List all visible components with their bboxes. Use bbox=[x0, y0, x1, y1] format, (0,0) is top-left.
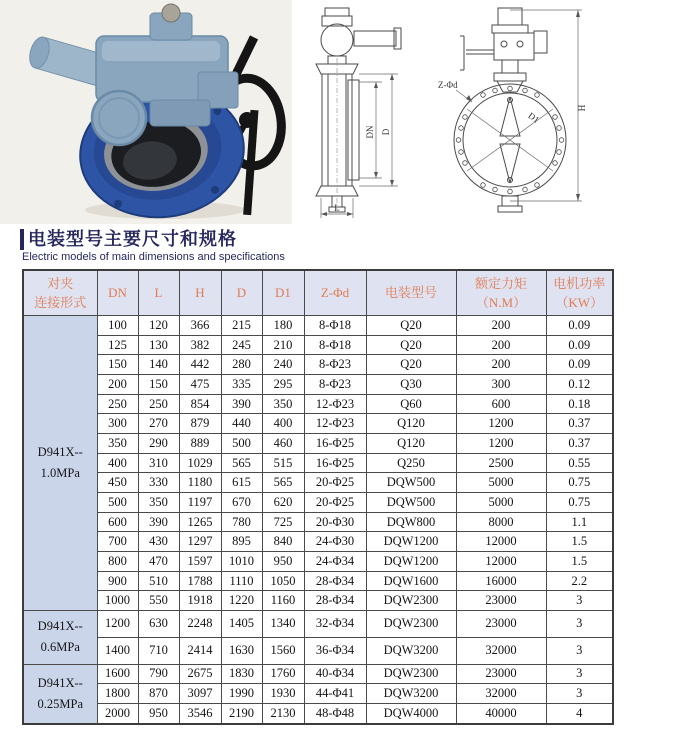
cell-z-phid: 16-Φ25 bbox=[304, 453, 366, 473]
cell-power: 0.18 bbox=[546, 394, 613, 414]
col-header-h: H bbox=[179, 270, 221, 316]
cell-d1: 1560 bbox=[262, 637, 304, 664]
col-header-d: D bbox=[221, 270, 262, 316]
col-header-clamp: 对夹 连接形式 bbox=[23, 270, 97, 316]
drawing-front-view bbox=[420, 0, 605, 224]
cell-z-phid: 8-Φ18 bbox=[304, 316, 366, 336]
table-row bbox=[23, 414, 613, 434]
table-row bbox=[23, 611, 613, 638]
table-row bbox=[23, 473, 613, 493]
cell-d: 1405 bbox=[221, 611, 262, 638]
col-header-d1: D1 bbox=[262, 270, 304, 316]
col-header-l: L bbox=[138, 270, 179, 316]
cell-h: 366 bbox=[179, 316, 221, 336]
cell-l: 140 bbox=[138, 355, 179, 375]
cell-d1: 2130 bbox=[262, 703, 304, 724]
cell-d1: 350 bbox=[262, 394, 304, 414]
cell-h: 2414 bbox=[179, 637, 221, 664]
cell-dn: 1600 bbox=[97, 664, 138, 684]
cell-z-phid: 48-Φ48 bbox=[304, 703, 366, 724]
cell-dn: 450 bbox=[97, 473, 138, 493]
col-header-model: 电装型号 bbox=[366, 270, 456, 316]
cell-l: 250 bbox=[138, 394, 179, 414]
cell-d: 895 bbox=[221, 532, 262, 552]
cell-h: 889 bbox=[179, 434, 221, 454]
dim-label-d: D bbox=[381, 128, 391, 136]
cell-dn: 800 bbox=[97, 552, 138, 572]
cell-power: 3 bbox=[546, 664, 613, 684]
cell-power: 4 bbox=[546, 703, 613, 724]
col-header-dn: DN bbox=[97, 270, 138, 316]
cell-power: 1.5 bbox=[546, 552, 613, 572]
cell-dn: 200 bbox=[97, 375, 138, 395]
cell-z-phid: 16-Φ25 bbox=[304, 434, 366, 454]
cell-dn: 150 bbox=[97, 355, 138, 375]
cell-model: Q30 bbox=[366, 375, 456, 395]
dim-label-l: L bbox=[334, 203, 340, 213]
cell-h: 3546 bbox=[179, 703, 221, 724]
cell-d1: 210 bbox=[262, 335, 304, 355]
table-row bbox=[23, 355, 613, 375]
cell-d: 1990 bbox=[221, 684, 262, 704]
cell-torque: 8000 bbox=[456, 512, 546, 532]
cell-power: 1.5 bbox=[546, 532, 613, 552]
cell-torque: 200 bbox=[456, 355, 546, 375]
cell-d: 1830 bbox=[221, 664, 262, 684]
cell-power: 3 bbox=[546, 637, 613, 664]
cell-l: 350 bbox=[138, 493, 179, 513]
cell-power: 3 bbox=[546, 684, 613, 704]
table-row bbox=[23, 637, 613, 664]
table-row bbox=[23, 664, 613, 684]
col-header-z-phid: Z-Φd bbox=[304, 270, 366, 316]
cell-l: 430 bbox=[138, 532, 179, 552]
cell-d1: 950 bbox=[262, 552, 304, 572]
cell-torque: 16000 bbox=[456, 571, 546, 591]
table-row bbox=[23, 512, 613, 532]
cell-d: 615 bbox=[221, 473, 262, 493]
cell-dn: 1400 bbox=[97, 637, 138, 664]
cell-h: 3097 bbox=[179, 684, 221, 704]
table-row bbox=[23, 493, 613, 513]
cell-h: 1197 bbox=[179, 493, 221, 513]
page-title: 电装型号主要尺寸和规格 bbox=[20, 229, 237, 250]
cell-torque: 5000 bbox=[456, 473, 546, 493]
product-visuals bbox=[0, 0, 681, 224]
table-row bbox=[23, 591, 613, 611]
cell-h: 2675 bbox=[179, 664, 221, 684]
table-row bbox=[23, 394, 613, 414]
cell-z-phid: 40-Φ34 bbox=[304, 664, 366, 684]
cell-z-phid: 20-Φ25 bbox=[304, 493, 366, 513]
table-row bbox=[23, 571, 613, 591]
cell-d: 215 bbox=[221, 316, 262, 336]
cell-dn: 100 bbox=[97, 316, 138, 336]
cell-dn: 125 bbox=[97, 335, 138, 355]
cell-d: 1630 bbox=[221, 637, 262, 664]
cell-z-phid: 28-Φ34 bbox=[304, 591, 366, 611]
cell-d: 2190 bbox=[221, 703, 262, 724]
cell-l: 270 bbox=[138, 414, 179, 434]
cell-power: 0.75 bbox=[546, 473, 613, 493]
cell-dn: 2000 bbox=[97, 703, 138, 724]
cell-model: DQW500 bbox=[366, 473, 456, 493]
table-row bbox=[23, 335, 613, 355]
cell-d: 500 bbox=[221, 434, 262, 454]
cell-power: 0.37 bbox=[546, 434, 613, 454]
cell-power: 0.37 bbox=[546, 414, 613, 434]
cell-h: 2248 bbox=[179, 611, 221, 638]
spec-table bbox=[22, 269, 614, 725]
cell-l: 120 bbox=[138, 316, 179, 336]
cell-power: 3 bbox=[546, 591, 613, 611]
cell-d: 335 bbox=[221, 375, 262, 395]
cell-model: DQW4000 bbox=[366, 703, 456, 724]
cell-power: 0.09 bbox=[546, 316, 613, 336]
cell-l: 950 bbox=[138, 703, 179, 724]
cell-dn: 400 bbox=[97, 453, 138, 473]
table-row bbox=[23, 375, 613, 395]
drawing-side-view bbox=[292, 0, 420, 224]
table-row bbox=[23, 703, 613, 724]
cell-d: 440 bbox=[221, 414, 262, 434]
cell-model: DQW1600 bbox=[366, 571, 456, 591]
cell-model: DQW2300 bbox=[366, 664, 456, 684]
cell-d1: 1050 bbox=[262, 571, 304, 591]
cell-torque: 23000 bbox=[456, 611, 546, 638]
cell-d1: 400 bbox=[262, 414, 304, 434]
cell-d1: 1340 bbox=[262, 611, 304, 638]
cell-model: DQW3200 bbox=[366, 637, 456, 664]
cell-z-phid: 12-Φ23 bbox=[304, 394, 366, 414]
cell-torque: 600 bbox=[456, 394, 546, 414]
cell-model: DQW2300 bbox=[366, 611, 456, 638]
cell-power: 0.12 bbox=[546, 375, 613, 395]
cell-l: 790 bbox=[138, 664, 179, 684]
cell-model: Q120 bbox=[366, 414, 456, 434]
cell-power: 2.2 bbox=[546, 571, 613, 591]
cell-d: 670 bbox=[221, 493, 262, 513]
cell-l: 470 bbox=[138, 552, 179, 572]
cell-model: DQW1200 bbox=[366, 552, 456, 572]
cell-d1: 1160 bbox=[262, 591, 304, 611]
cell-d1: 515 bbox=[262, 453, 304, 473]
cell-d1: 295 bbox=[262, 375, 304, 395]
cell-d1: 240 bbox=[262, 355, 304, 375]
cell-z-phid: 8-Φ23 bbox=[304, 375, 366, 395]
cell-l: 150 bbox=[138, 375, 179, 395]
cell-z-phid: 44-Φ41 bbox=[304, 684, 366, 704]
cell-h: 1265 bbox=[179, 512, 221, 532]
cell-z-phid: 20-Φ30 bbox=[304, 512, 366, 532]
cell-d: 565 bbox=[221, 453, 262, 473]
page-subtitle: Electric models of main dimensions and specifications bbox=[22, 251, 285, 263]
cell-torque: 200 bbox=[456, 335, 546, 355]
cell-model: DQW2300 bbox=[366, 591, 456, 611]
cell-torque: 1200 bbox=[456, 414, 546, 434]
cell-model: Q20 bbox=[366, 316, 456, 336]
cell-torque: 12000 bbox=[456, 532, 546, 552]
cell-d: 780 bbox=[221, 512, 262, 532]
cell-torque: 23000 bbox=[456, 664, 546, 684]
cell-torque: 32000 bbox=[456, 637, 546, 664]
cell-d: 1220 bbox=[221, 591, 262, 611]
cell-dn: 250 bbox=[97, 394, 138, 414]
cell-z-phid: 24-Φ30 bbox=[304, 532, 366, 552]
dim-label-d1: D1 bbox=[526, 110, 542, 125]
cell-torque: 5000 bbox=[456, 493, 546, 513]
cell-l: 130 bbox=[138, 335, 179, 355]
cell-dn: 1800 bbox=[97, 684, 138, 704]
cell-power: 0.09 bbox=[546, 355, 613, 375]
cell-z-phid: 20-Φ25 bbox=[304, 473, 366, 493]
col-header-power: 电机功率 （KW） bbox=[546, 270, 613, 316]
cell-l: 550 bbox=[138, 591, 179, 611]
cell-d1: 620 bbox=[262, 493, 304, 513]
cell-l: 390 bbox=[138, 512, 179, 532]
table-row bbox=[23, 552, 613, 572]
cell-model: Q20 bbox=[366, 355, 456, 375]
table-row bbox=[23, 316, 613, 336]
group-label-2: D941X-- 0.25MPa bbox=[23, 664, 97, 724]
cell-h: 475 bbox=[179, 375, 221, 395]
cell-z-phid: 32-Φ34 bbox=[304, 611, 366, 638]
cell-z-phid: 28-Φ34 bbox=[304, 571, 366, 591]
cell-l: 870 bbox=[138, 684, 179, 704]
cell-l: 330 bbox=[138, 473, 179, 493]
cell-h: 1788 bbox=[179, 571, 221, 591]
cell-h: 382 bbox=[179, 335, 221, 355]
cell-z-phid: 8-Φ23 bbox=[304, 355, 366, 375]
cell-d: 245 bbox=[221, 335, 262, 355]
cell-d: 1010 bbox=[221, 552, 262, 572]
header-row bbox=[23, 270, 613, 316]
cell-l: 290 bbox=[138, 434, 179, 454]
cell-model: Q20 bbox=[366, 335, 456, 355]
cell-z-phid: 24-Φ34 bbox=[304, 552, 366, 572]
dim-label-h: H bbox=[577, 104, 587, 112]
cell-torque: 12000 bbox=[456, 552, 546, 572]
cell-d1: 840 bbox=[262, 532, 304, 552]
table-row bbox=[23, 532, 613, 552]
cell-d1: 725 bbox=[262, 512, 304, 532]
cell-z-phid: 36-Φ34 bbox=[304, 637, 366, 664]
cell-z-phid: 12-Φ23 bbox=[304, 414, 366, 434]
dim-label-dn: DN bbox=[365, 125, 375, 139]
cell-h: 1297 bbox=[179, 532, 221, 552]
group-label-0: D941X-- 1.0MPa bbox=[23, 316, 97, 611]
cell-model: Q250 bbox=[366, 453, 456, 473]
cell-dn: 900 bbox=[97, 571, 138, 591]
cell-torque: 32000 bbox=[456, 684, 546, 704]
cell-dn: 700 bbox=[97, 532, 138, 552]
cell-dn: 1200 bbox=[97, 611, 138, 638]
cell-d: 390 bbox=[221, 394, 262, 414]
cell-h: 879 bbox=[179, 414, 221, 434]
cell-torque: 2500 bbox=[456, 453, 546, 473]
cell-model: Q120 bbox=[366, 434, 456, 454]
cell-d1: 565 bbox=[262, 473, 304, 493]
cell-h: 1180 bbox=[179, 473, 221, 493]
cell-torque: 1200 bbox=[456, 434, 546, 454]
cell-d1: 1930 bbox=[262, 684, 304, 704]
cell-dn: 1000 bbox=[97, 591, 138, 611]
cell-z-phid: 8-Φ18 bbox=[304, 335, 366, 355]
table-row bbox=[23, 684, 613, 704]
cell-dn: 600 bbox=[97, 512, 138, 532]
cell-l: 710 bbox=[138, 637, 179, 664]
cell-power: 3 bbox=[546, 611, 613, 638]
cell-d1: 1760 bbox=[262, 664, 304, 684]
col-header-torque: 额定力矩 （N.M） bbox=[456, 270, 546, 316]
cell-h: 1029 bbox=[179, 453, 221, 473]
cell-l: 310 bbox=[138, 453, 179, 473]
table-row bbox=[23, 434, 613, 454]
cell-d: 1110 bbox=[221, 571, 262, 591]
cell-power: 0.09 bbox=[546, 335, 613, 355]
section-heading bbox=[20, 229, 681, 263]
cell-h: 1597 bbox=[179, 552, 221, 572]
cell-power: 1.1 bbox=[546, 512, 613, 532]
cell-torque: 23000 bbox=[456, 591, 546, 611]
table-row bbox=[23, 453, 613, 473]
cell-power: 0.55 bbox=[546, 453, 613, 473]
cell-h: 1918 bbox=[179, 591, 221, 611]
cell-model: Q60 bbox=[366, 394, 456, 414]
cell-power: 0.75 bbox=[546, 493, 613, 513]
cell-l: 510 bbox=[138, 571, 179, 591]
cell-model: DQW500 bbox=[366, 493, 456, 513]
cell-dn: 500 bbox=[97, 493, 138, 513]
product-photo bbox=[0, 0, 292, 224]
cell-model: DQW800 bbox=[366, 512, 456, 532]
cell-d1: 460 bbox=[262, 434, 304, 454]
cell-h: 442 bbox=[179, 355, 221, 375]
cell-dn: 300 bbox=[97, 414, 138, 434]
cell-d1: 180 bbox=[262, 316, 304, 336]
cell-model: DQW3200 bbox=[366, 684, 456, 704]
cell-torque: 40000 bbox=[456, 703, 546, 724]
group-label-1: D941X-- 0.6MPa bbox=[23, 611, 97, 665]
cell-model: DQW1200 bbox=[366, 532, 456, 552]
cell-torque: 200 bbox=[456, 316, 546, 336]
cell-h: 854 bbox=[179, 394, 221, 414]
cell-dn: 350 bbox=[97, 434, 138, 454]
dim-label-z-phid: Z-Φd bbox=[438, 80, 458, 90]
cell-torque: 300 bbox=[456, 375, 546, 395]
cell-l: 630 bbox=[138, 611, 179, 638]
cell-d: 280 bbox=[221, 355, 262, 375]
